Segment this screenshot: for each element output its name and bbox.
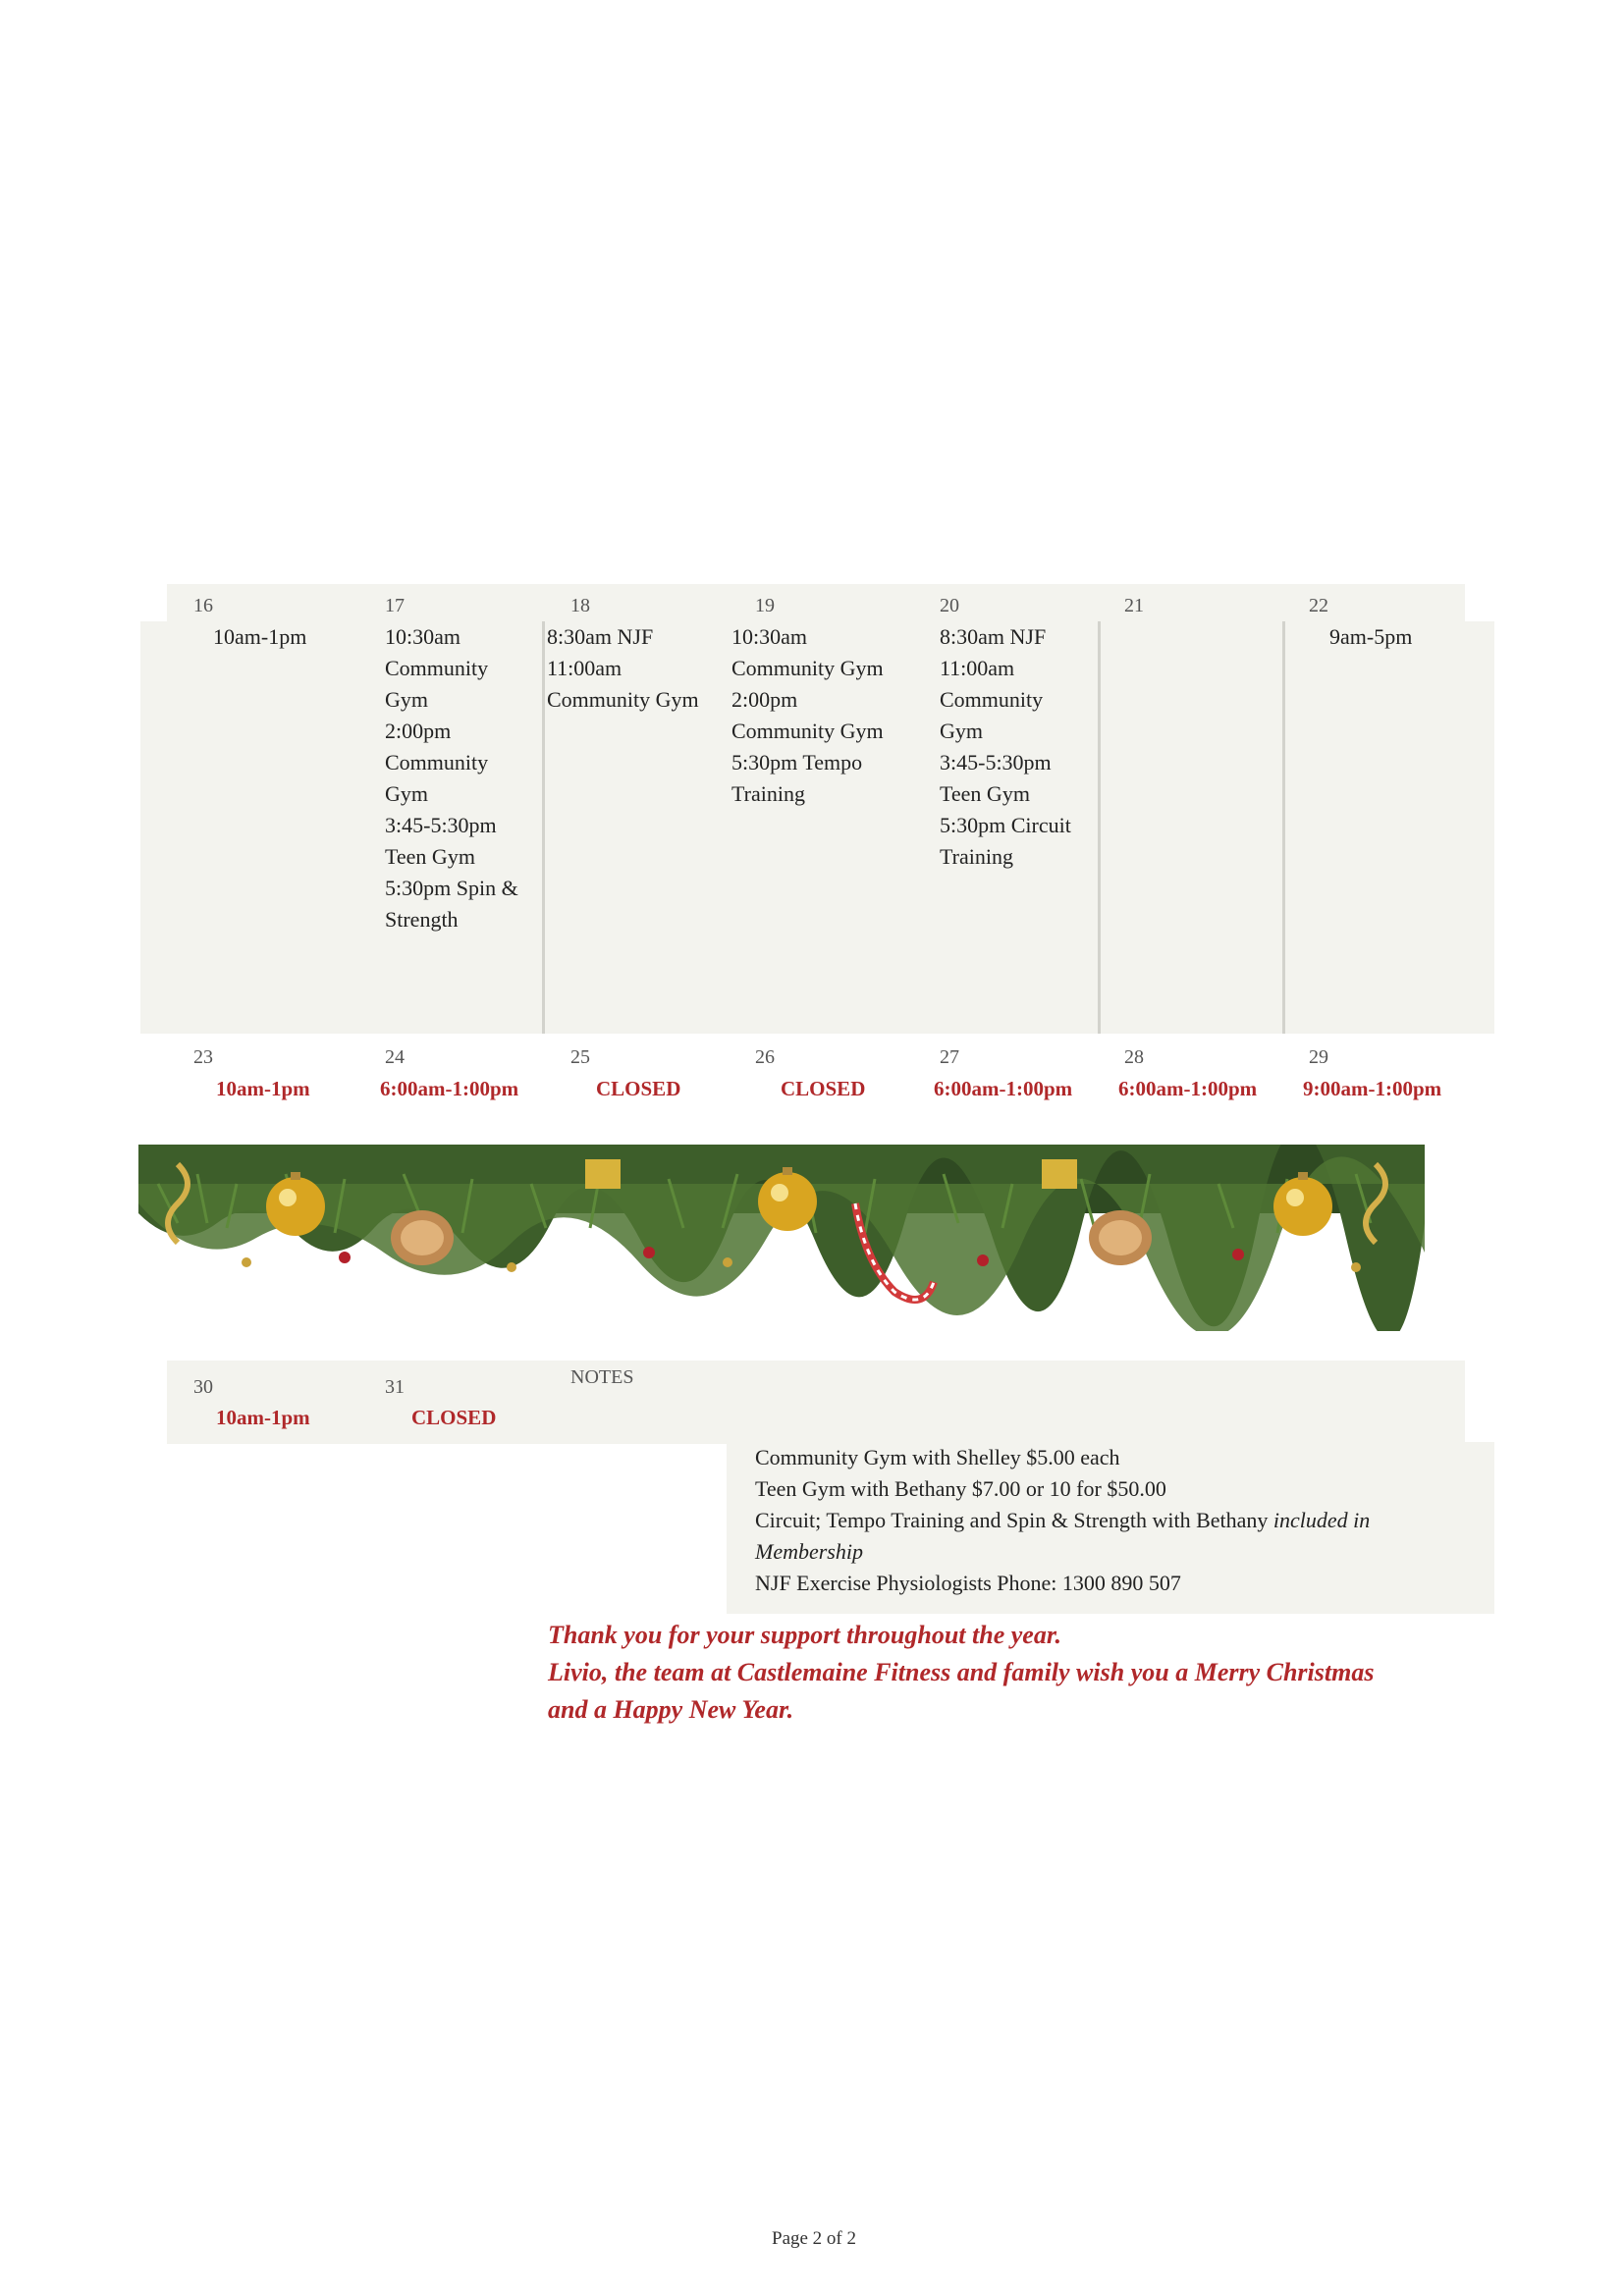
day-number: 21	[1124, 595, 1144, 616]
day-number: 18	[570, 595, 590, 616]
thank-you-message	[548, 1617, 1490, 1729]
day-number: 24	[385, 1046, 405, 1068]
day-hours: 6:00am-1:00pm	[380, 1077, 519, 1100]
thanks-line-2: Livio, the team at Castlemaine Fitness and family wish you a Merry Christmas	[548, 1658, 1375, 1686]
note-membership-italic: Membership	[755, 1539, 863, 1564]
garland-illustration	[138, 1145, 1425, 1331]
note-circuit	[755, 1505, 1482, 1536]
day-number: 17	[385, 595, 405, 616]
notes-text	[755, 1442, 1482, 1599]
day-schedule: 10:30am Community Gym 2:00pm Community Gym 5:30pm Tempo Training	[731, 624, 884, 806]
day-number: 30	[193, 1376, 213, 1398]
thanks-line-3: and a Happy New Year.	[548, 1695, 794, 1724]
christmas-garland-banner	[138, 1145, 1425, 1331]
note-njf-phone: NJF Exercise Physiologists Phone: 1300 890 507	[755, 1571, 1181, 1595]
day-hours: CLOSED	[411, 1406, 497, 1429]
day-number: 23	[193, 1046, 213, 1068]
column-divider	[542, 621, 545, 1034]
day-number: 29	[1309, 1046, 1328, 1068]
note-community-gym: Community Gym with Shelley $5.00 each	[755, 1445, 1120, 1469]
day-number: 25	[570, 1046, 590, 1068]
day-schedule: 10am-1pm	[213, 624, 307, 649]
note-membership	[755, 1536, 1482, 1568]
day-hours: 6:00am-1:00pm	[934, 1077, 1073, 1100]
day-hours: 9:00am-1:00pm	[1303, 1077, 1442, 1100]
day-schedule: 9am-5pm	[1329, 624, 1413, 649]
day-number: 26	[755, 1046, 775, 1068]
day-number: 16	[193, 595, 213, 616]
note-circuit-italic: included in	[1272, 1508, 1371, 1532]
thanks-line-1: Thank you for your support throughout the year.	[548, 1621, 1062, 1649]
day-number: 31	[385, 1376, 405, 1398]
column-divider	[1282, 621, 1285, 1034]
day-number: 20	[940, 595, 959, 616]
day-schedule: 8:30am NJF 11:00am Community Gym 3:45-5:30pm Teen Gym 5:30pm Circuit Training	[940, 624, 1071, 869]
day-hours: 10am-1pm	[216, 1077, 310, 1100]
day-hours: 6:00am-1:00pm	[1118, 1077, 1258, 1100]
column-divider	[1098, 621, 1101, 1034]
day-schedule: 10:30am Community Gym 2:00pm Community Gym 3:45-5:30pm Teen Gym 5:30pm Spin & Strength	[385, 624, 518, 932]
week5-header-band	[167, 1361, 1465, 1444]
day-number: 22	[1309, 595, 1328, 616]
day-hours: CLOSED	[781, 1077, 866, 1100]
day-number: 28	[1124, 1046, 1144, 1068]
notes-label: NOTES	[570, 1366, 634, 1388]
note-circuit-main: Circuit; Tempo Training and Spin & Strength with Bethany	[755, 1508, 1273, 1532]
day-hours: 10am-1pm	[216, 1406, 310, 1429]
note-teen-gym: Teen Gym with Bethany $7.00 or 10 for $50.00	[755, 1476, 1166, 1501]
day-number: 19	[755, 595, 775, 616]
day-number: 27	[940, 1046, 959, 1068]
day-schedule: 8:30am NJF 11:00am Community Gym	[547, 624, 699, 712]
day-hours: CLOSED	[596, 1077, 681, 1100]
page-number: Page 2 of 2	[772, 2228, 857, 2249]
week3-header-band	[167, 584, 1465, 623]
